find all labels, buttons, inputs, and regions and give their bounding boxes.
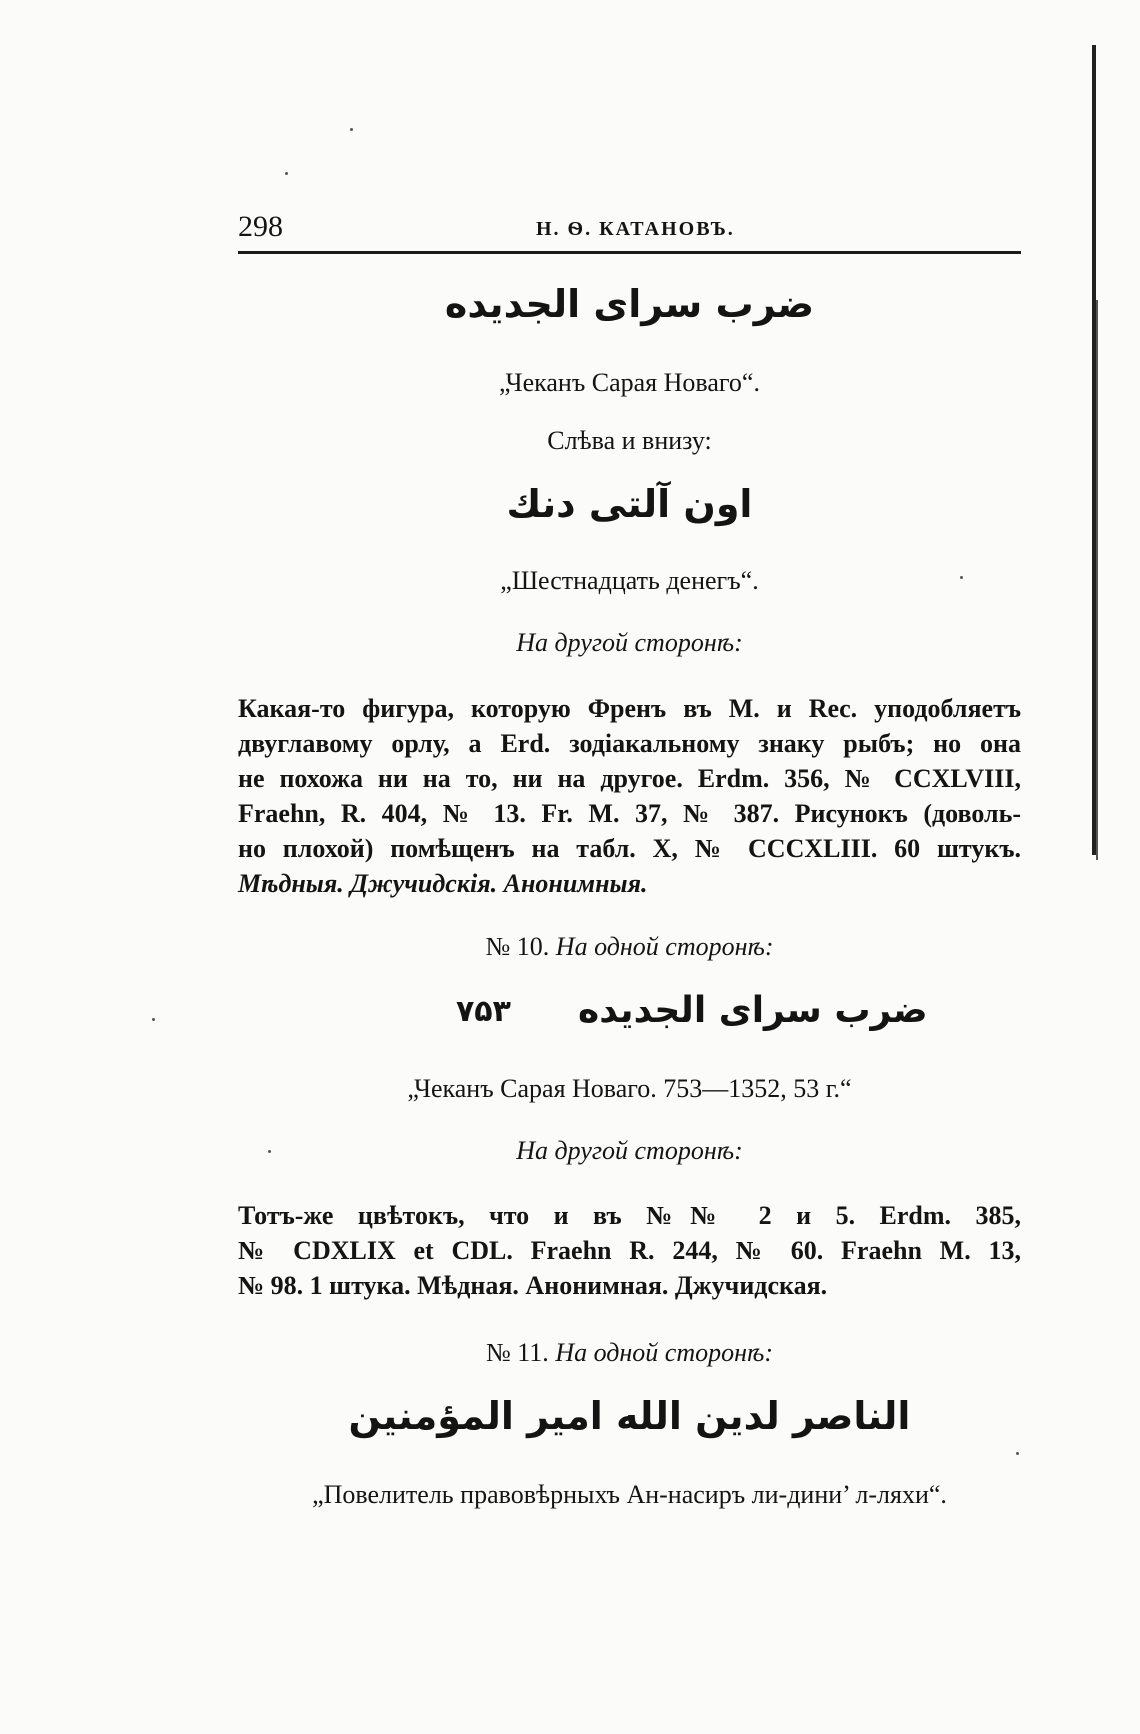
one-side-heading: На одной сторонѣ: [555,932,774,961]
scan-speck [1016,1452,1019,1455]
page-edge-shadow-secondary [1096,300,1098,860]
one-side-heading: На одной сторонѣ: [555,1338,774,1367]
scan-speck [152,1018,155,1021]
scan-speck [350,128,353,131]
item-heading-11 [238,1338,1021,1368]
item-number: № 10. [485,932,550,961]
header-rule [238,251,1021,254]
other-side-heading-1: На другой сторонѣ: [516,628,743,657]
paragraph-line: Какая-то фигура, которую Френъ въ М. и Rec. уподобляетъ [238,694,1021,723]
arabic-legend-2: ضرب سرای الجدیده [578,990,928,1031]
description-paragraph-2 [238,1198,1021,1303]
paragraph-line: Тотъ-же цвѣтокъ, что и въ №№ 2 и 5. Erdm. 385, [238,1201,1021,1230]
scan-speck [960,576,963,579]
paragraph-line: двуглавому орлу, а Erd. зодіакальному знаку рыбъ; но она [238,729,1021,758]
translation-3: „Повелитель правовѣрныхъ Ан-насиръ ли-дини’ л-ляхи“. [312,1480,947,1509]
running-head: Н. Ѳ. КАТАНОВЪ. [536,218,735,240]
arabic-legend-1: ضرب سرای الجدیده [444,282,815,326]
abjad-date: ۷۵۳ [456,994,511,1029]
item-heading-10 [238,932,1021,962]
paragraph-line: Fraehn, R. 404, № 13. Fr. M. 37, № 387. Рисунокъ (доволь- [238,799,1021,828]
arabic-legend-2-row [238,990,1021,1044]
paragraph-line: № 98. 1 штука. Мѣдная. Анонимная. Джучидская. [238,1271,828,1300]
paragraph-line: Мѣдныя. Джучидскія. Анонимныя. [238,869,648,898]
other-side-heading-2: На другой сторонѣ: [516,1136,743,1165]
description-paragraph-1 [238,691,1021,901]
page-number: 298 [238,210,283,243]
paragraph-line: не похожа ни на то, ни на другое. Erdm. 356, № CCXLVIII, [238,764,1021,793]
paragraph-line: № CDXLIX et CDL. Fraehn R. 244, № 60. Fraehn M. 13, [238,1236,1021,1265]
item-number: № 11. [485,1338,549,1367]
left-below-label: Слѣва и внизу: [547,426,712,455]
page-header [238,210,1021,250]
arabic-legend-3: الناصر لدین الله امیر المؤمنین [348,1394,911,1438]
scan-speck [268,1150,271,1153]
translation-2: „Чеканъ Сарая Новаго. 753—1352, 53 г.“ [407,1074,852,1103]
value-translation: „Шестнадцать денегъ“. [500,566,759,595]
paragraph-line: но плохой) помѣщенъ на табл. X, № CCCXLIII. 60 штукъ. [238,834,1021,863]
scan-speck [285,172,288,175]
translation-1: „Чеканъ Сарая Новаго“. [499,368,760,397]
arabic-value: اون آلتی دنك [506,482,753,526]
